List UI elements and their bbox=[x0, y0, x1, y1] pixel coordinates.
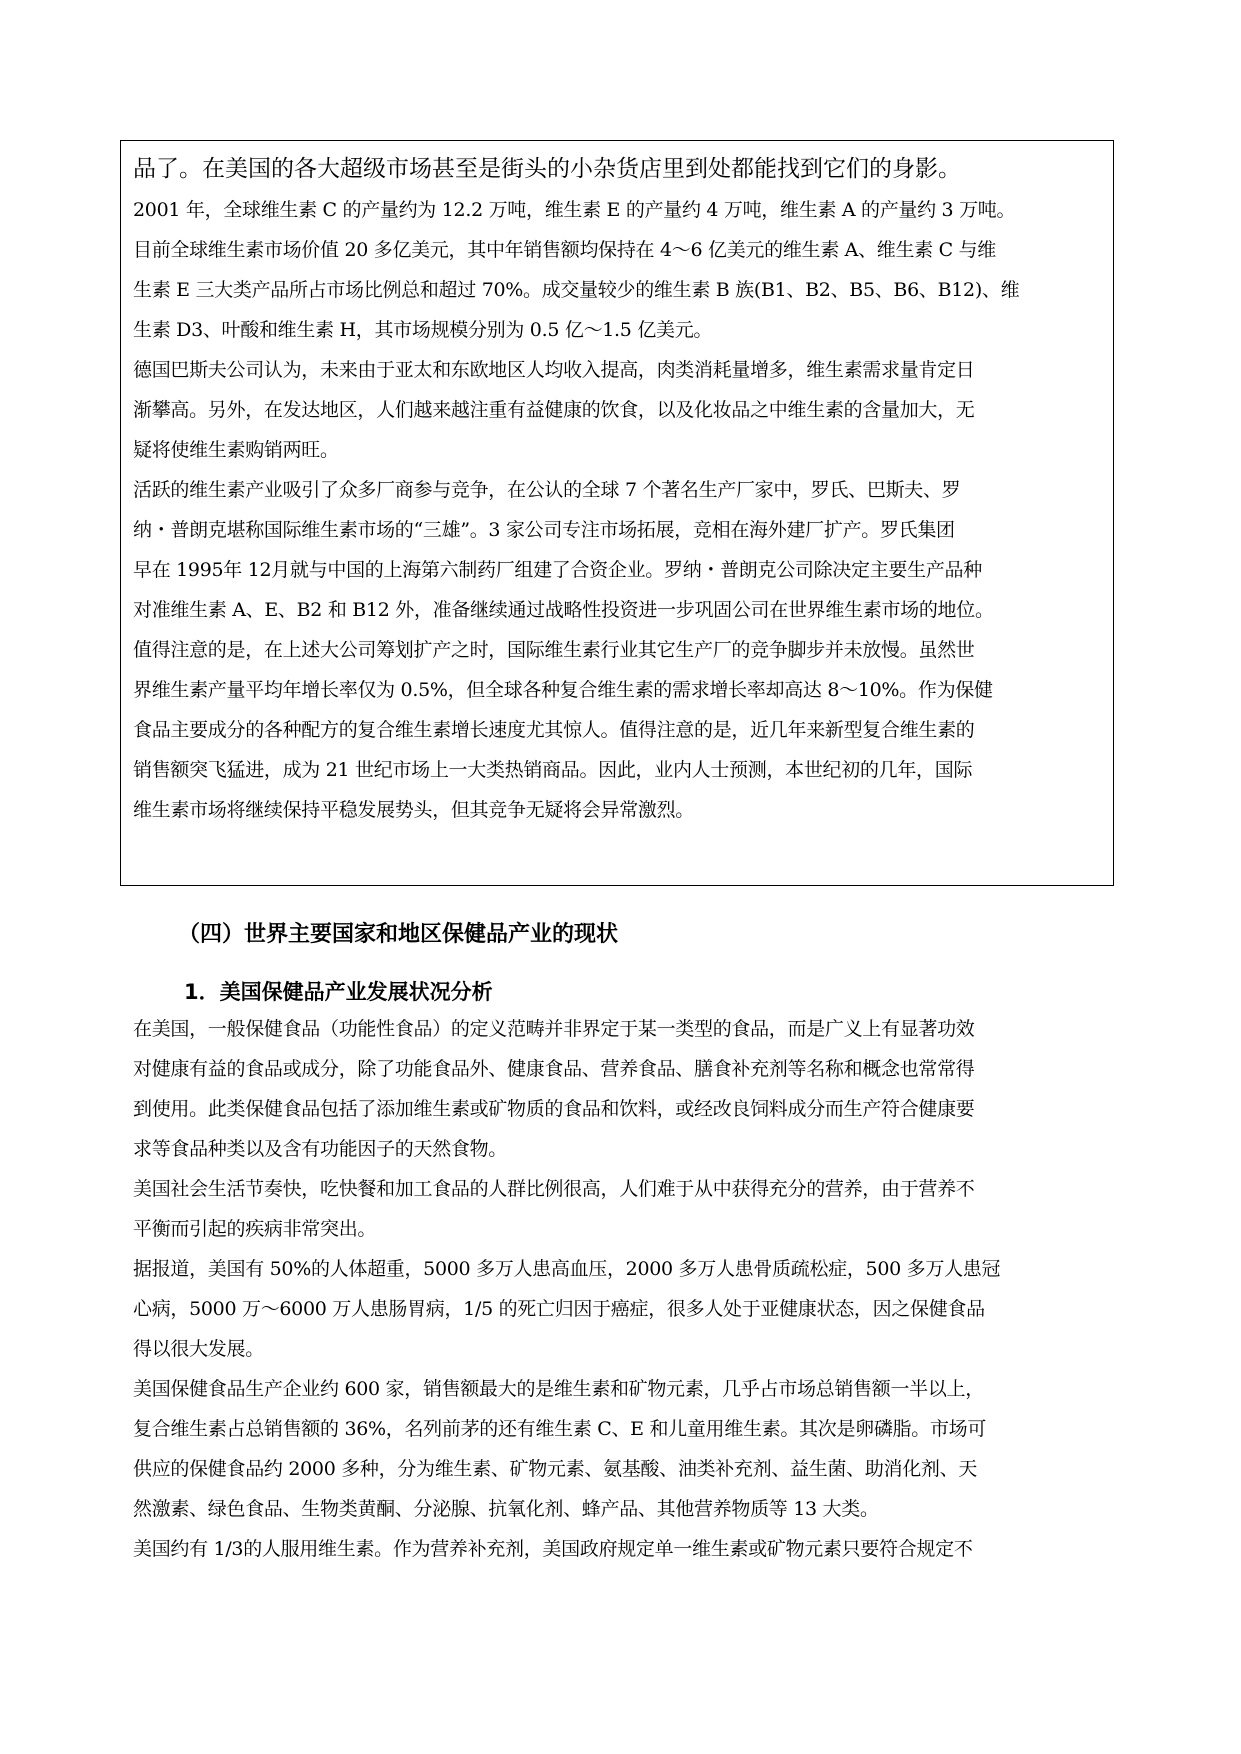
paragraph-line: 到使用。此类保健食品包括了添加维生素或矿物质的食品和饮料，或经改良饲料成分而生产符合健康要 bbox=[133, 1098, 975, 1120]
paragraph-line: 复合维生素占总销售额的 36%，名列前茅的还有维生素 C、E 和儿童用维生素。其次是卵磷脂。市场可 bbox=[133, 1418, 987, 1440]
paragraph-line: 对准维生素 A、E、B2 和 B12 外，准备继续通过战略性投资进一步巩固公司在世界维生素市场的地位。 bbox=[133, 599, 994, 621]
paragraph-line: 早在 1995年 12月就与中国的上海第六制药厂组建了合资企业。罗纳・普朗克公司除决定主要生产品种 bbox=[133, 559, 982, 581]
paragraph-line: 界维生素产量平均年增长率仅为 0.5%，但全球各种复合维生素的需求增长率却高达 8～10%。作为保健 bbox=[133, 679, 993, 701]
paragraph-line: 德国巴斯夫公司认为，未来由于亚太和东欧地区人均收入提高，肉类消耗量增多，维生素需求量肯定日 bbox=[133, 359, 975, 381]
paragraph-line: 据报道，美国有 50%的人体超重，5000 多万人患高血压，2000 多万人患骨质疏松症，500 多万人患冠 bbox=[133, 1258, 1001, 1280]
paragraph-line: 美国约有 1/3的人服用维生素。作为营养补充剂，美国政府规定单一维生素或矿物元素只要符合规定不 bbox=[133, 1538, 973, 1560]
paragraph-line: 平衡而引起的疾病非常突出。 bbox=[133, 1218, 377, 1240]
paragraph-line: 值得注意的是，在上述大公司筹划扩产之时，国际维生素行业其它生产厂的竞争脚步并未放慢。虽然世 bbox=[133, 639, 975, 661]
paragraph-line: 然激素、绿色食品、生物类黄酮、分泌腺、抗氧化剂、蜂产品、其他营养物质等 13 大类。 bbox=[133, 1498, 879, 1520]
paragraph-line: 美国社会生活节奏快，吃快餐和加工食品的人群比例很高，人们难于从中获得充分的营养，由于营养不 bbox=[133, 1178, 975, 1200]
paragraph-line: 目前全球维生素市场价值 20 多亿美元，其中年销售额均保持在 4～6 亿美元的维生素 A、维生素 C 与维 bbox=[133, 239, 996, 261]
paragraph-line: 生素 D3、叶酸和维生素 H，其市场规模分别为 0.5 亿～1.5 亿美元。 bbox=[133, 319, 713, 341]
paragraph-line: 心病，5000 万～6000 万人患肠胃病，1/5 的死亡归因于癌症，很多人处于亚健康状态，因之保健食品 bbox=[133, 1298, 985, 1320]
paragraph-line: 美国保健食品生产企业约 600 家，销售额最大的是维生素和矿物元素，几乎占市场总销售额一半以上， bbox=[133, 1378, 984, 1400]
paragraph-line: 得以很大发展。 bbox=[133, 1338, 264, 1360]
paragraph-line: 在美国，一般保健食品（功能性食品）的定义范畴并非界定于某一类型的食品，而是广义上有显著功效 bbox=[133, 1018, 975, 1040]
body-text bbox=[133, 1009, 1123, 1569]
paragraph-line: 纳・普朗克堪称国际维生素市场的“三雄”。3 家公司专注市场拓展，竞相在海外建厂扩产。罗氏集团 bbox=[133, 519, 955, 541]
paragraph-line: 渐攀高。另外，在发达地区，人们越来越注重有益健康的饮食，以及化妆品之中维生素的含量加大，无 bbox=[133, 399, 975, 421]
paragraph-line: 销售额突飞猛进，成为 21 世纪市场上一大类热销商品。因此，业内人士预测，本世纪初的几年，国际 bbox=[133, 759, 973, 781]
paragraph-line: 求等食品种类以及含有功能因子的天然食物。 bbox=[133, 1138, 508, 1160]
section-heading: （四）世界主要国家和地区保健品产业的现状 bbox=[178, 922, 619, 947]
paragraph-line: 维生素市场将继续保持平稳发展势头，但其竞争无疑将会异常激烈。 bbox=[133, 799, 695, 821]
paragraph-line: 2001 年，全球维生素 C 的产量约为 12.2 万吨，维生素 E 的产量约 4 万吨，维生素 A 的产量约 3 万吨。 bbox=[133, 199, 1016, 221]
paragraph-line: 活跃的维生素产业吸引了众多厂商参与竞争，在公认的全球 7 个著名生产厂家中，罗氏、巴斯夫、罗 bbox=[133, 479, 961, 501]
paragraph-line: 食品主要成分的各种配方的复合维生素增长速度尤其惊人。值得注意的是，近几年来新型复合维生素的 bbox=[133, 719, 975, 741]
boxed-section bbox=[133, 150, 1117, 830]
paragraph-line: 生素 E 三大类产品所占市场比例总和超过 70%。成交量较少的维生素 B 族(B1、B2、B5、B6、B12)、维 bbox=[133, 279, 1020, 301]
subsection-heading: 1．美国保健品产业发展状况分析 bbox=[184, 980, 493, 1004]
paragraph-line: 供应的保健食品约 2000 多种，分为维生素、矿物元素、氨基酸、油类补充剂、益生菌、助消化剂、天 bbox=[133, 1458, 978, 1480]
paragraph-line: 品了。在美国的各大超级市场甚至是街头的小杂货店里到处都能找到它们的身影。 bbox=[133, 156, 961, 182]
paragraph-line: 对健康有益的食品或成分，除了功能食品外、健康食品、营养食品、膳食补充剂等名称和概念也常常得 bbox=[133, 1058, 975, 1080]
paragraph-line: 疑将使维生素购销两旺。 bbox=[133, 439, 339, 461]
